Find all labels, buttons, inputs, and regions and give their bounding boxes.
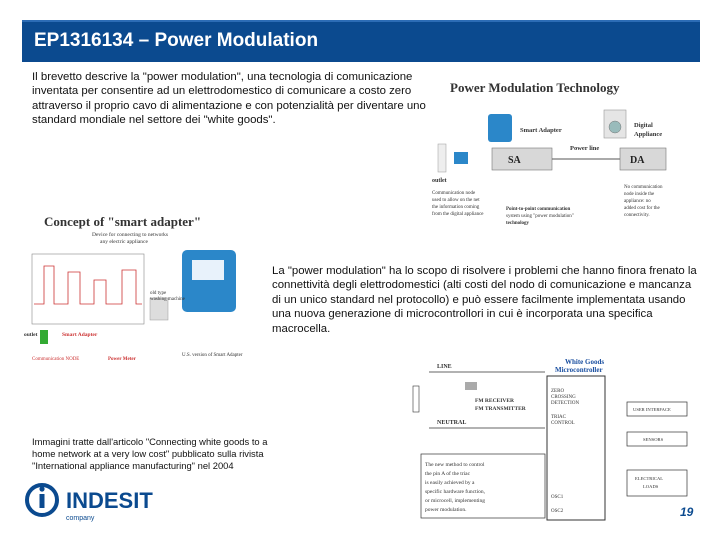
svg-text:Communication node: Communication node: [432, 191, 476, 196]
image-caption: Immagini tratte dall'articolo "Connecting white goods to a home network at a very low cost" pubblicato sulla rivista "International appliance manufacturing" nel 2004: [32, 436, 268, 471]
logo-brand: INDESIT: [66, 488, 153, 513]
da-label: DA: [630, 155, 645, 166]
svg-text:system using "power modulation: system using "power modulation": [506, 214, 574, 219]
svg-text:NEUTRAL: NEUTRAL: [437, 420, 467, 426]
svg-text:LINE: LINE: [437, 364, 452, 370]
fig1-outlet-label: outlet: [432, 178, 447, 184]
slide-title: EP1316134 – Power Modulation: [34, 30, 319, 51]
logo-sub: company: [66, 515, 95, 522]
sa-box: [492, 148, 552, 170]
svg-text:power modulation.: power modulation.: [425, 507, 467, 513]
outlet-icon: [438, 144, 446, 172]
svg-text:Point-to-point communication: Point-to-point communication: [506, 207, 571, 212]
fig1-digital-label-1: Digital: [634, 122, 653, 129]
plug-icon: [454, 152, 468, 164]
svg-text:Power Meter: Power Meter: [108, 357, 136, 362]
svg-text:Device for connecting to netwo: Device for connecting to networks: [92, 232, 169, 238]
svg-text:Communication NODE: Communication NODE: [32, 357, 80, 362]
adapter-photo: [182, 250, 236, 312]
svg-text:U.S. version of Smart Adapter: U.S. version of Smart Adapter: [182, 353, 243, 358]
svg-text:outlet: outlet: [24, 332, 38, 338]
svg-text:CONTROL: CONTROL: [551, 421, 575, 426]
svg-text:used to allow on the net: used to allow on the net: [432, 198, 480, 203]
svg-text:from the digital appliance: from the digital appliance: [432, 212, 484, 217]
svg-text:specific hardware function,: specific hardware function,: [425, 489, 486, 495]
fig1-title: Power Modulation Technology: [450, 80, 620, 95]
paragraph-purpose: La "power modulation" ha lo scopo di risolvere i problemi che hanno finora frenato la connettività degli elettrodomestici (alti costi del nodo di comunicazione e mancanza di un unico standard nel protocollo) e può essere facilmente implementata usando una nuova generazione di microcontrollori in cui è incorporata una specifica macrocella.: [272, 265, 697, 335]
svg-text:added cost for the: added cost for the: [624, 206, 660, 211]
svg-text:the information coming: the information coming: [432, 205, 480, 210]
fig2-title: Concept of "smart adapter": [44, 214, 202, 229]
power-line-label: Power line: [570, 145, 600, 152]
svg-text:TRIAC: TRIAC: [551, 415, 566, 420]
paragraph-intro: Il brevetto descrive la "power modulation", una tecnologia di comunicazione inventata per consentire ad un elettrodomestico di comunicare a costo zero attraverso il proprio cavo di alimentazione e con potenzialità per diventare uno standard mondiale nel settore dei "white goods".: [32, 71, 426, 127]
svg-text:USER INTERFACE: USER INTERFACE: [633, 407, 671, 412]
svg-text:appliance: no: appliance: no: [624, 199, 651, 204]
svg-text:The new method to control: The new method to control: [425, 462, 485, 468]
svg-text:technology: technology: [506, 221, 530, 226]
power-graph: [32, 254, 144, 324]
svg-text:OSC2: OSC2: [551, 509, 564, 514]
smart-adapter-photo: [488, 114, 512, 142]
svg-text:LOADS: LOADS: [643, 484, 659, 489]
svg-text:node inside the: node inside the: [624, 192, 655, 197]
svg-text:or microcell, implementing: or microcell, implementing: [425, 498, 486, 504]
svg-text:ELECTRICAL: ELECTRICAL: [635, 476, 664, 481]
svg-text:FM TRANSMITTER: FM TRANSMITTER: [475, 406, 526, 412]
microcontroller-circuit-diagram: [395, 352, 695, 524]
svg-text:washing machine: washing machine: [150, 297, 185, 302]
svg-text:CROSSING: CROSSING: [551, 395, 576, 400]
svg-text:DETECTION: DETECTION: [551, 401, 580, 406]
svg-text:old type: old type: [150, 291, 167, 296]
smart-adapter-concept-figure: [24, 210, 272, 370]
svg-text:any electric appliance: any electric appliance: [100, 239, 148, 245]
svg-text:is easily achieved by a: is easily achieved by a: [425, 480, 475, 486]
svg-text:the pin A of the triac: the pin A of the triac: [425, 471, 471, 477]
power-modulation-diagram: [432, 70, 674, 240]
indesit-logo: [24, 478, 214, 524]
title-bar: [22, 20, 700, 62]
page-number: 19: [680, 505, 694, 519]
fig1-digital-label-2: Appliance: [634, 131, 663, 138]
svg-text:ZERO: ZERO: [551, 389, 565, 394]
svg-text:SENSORS: SENSORS: [643, 437, 664, 442]
fig1-smart-adapter-label: Smart Adapter: [520, 127, 562, 134]
sa-label: SA: [508, 155, 521, 166]
svg-text:OSC1: OSC1: [551, 495, 564, 500]
svg-text:No communication: No communication: [624, 185, 663, 190]
svg-text:connectivity.: connectivity.: [624, 213, 650, 218]
svg-text:FM RECEIVER: FM RECEIVER: [475, 398, 514, 404]
svg-text:Microcontroller: Microcontroller: [555, 366, 603, 374]
svg-text:Smart Adapter: Smart Adapter: [62, 332, 98, 338]
svg-text:White Goods: White Goods: [565, 358, 605, 366]
